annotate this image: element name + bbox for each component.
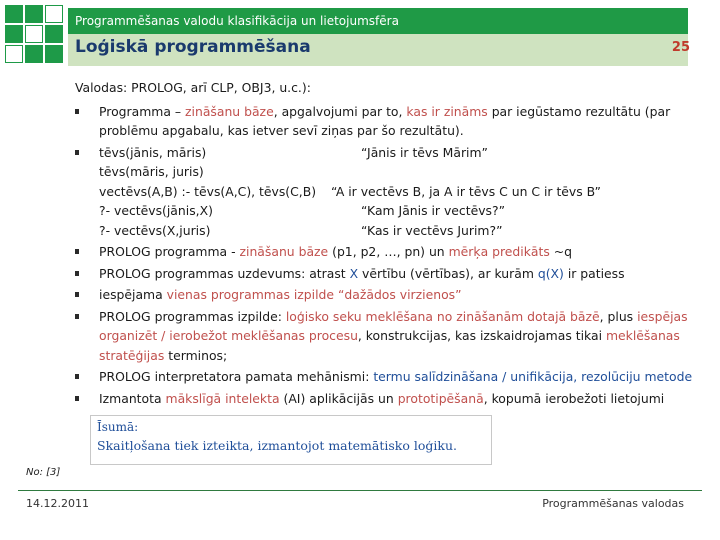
intro-text: Valodas: PROLOG, arī CLP, OBJ3, u.c.): <box>75 80 311 95</box>
bullet-execution: PROLOG programmas izpilde: loģisko seku meklēšana no zināšanām dotajā bāzē, plus iespējas organizēt / ierobežot meklēšanas procesu, konstrukcijas, kas izskaidrojamas tikai meklēšanas stratēģijas terminos; <box>75 307 695 366</box>
code-comment: “Jānis ir tēvs Mārim” <box>361 144 488 160</box>
code-example <box>99 143 695 241</box>
bullet-directions: iespējama vienas programmas izpilde “dažādos virzienos” <box>75 285 695 305</box>
code-line: ?- vectēvs(jānis,X) <box>99 203 213 218</box>
source-reference: No: [3] <box>26 467 61 478</box>
summary-text: Skaitļošana tiek izteikta, izmantojot matemātisko loģiku. <box>97 438 457 453</box>
bullet-code-example <box>75 143 695 241</box>
code-line: vectēvs(A,B) :- tēvs(A,C), tēvs(C,B) <box>99 183 317 199</box>
code-comment: “A ir vectēvs B, ja A ir tēvs C un C ir tēvs B” <box>331 183 601 199</box>
code-line: tēvs(jānis, māris) <box>99 144 207 160</box>
code-line: ?- vectēvs(X,juris) <box>99 222 211 238</box>
code-comment: “Kas ir vectēvs Jurim?” <box>361 222 503 238</box>
bullet-prolog-program: PROLOG programma - zināšanu bāze (p1, p2, …, pn) un mērķa predikāts ~q <box>75 242 695 262</box>
slide-number: 25 <box>671 40 690 55</box>
bullet-prolog-task: PROLOG programmas uzdevums: atrast X vērtību (vērtības), ar kurām q(X) ir patiess <box>75 264 695 284</box>
summary-label: Īsumā: <box>97 420 139 434</box>
footer-course: Programmēšanas valodas <box>542 497 684 510</box>
slide-subtitle: Programmēšanas valodu klasifikācija un lietojumsfēra <box>75 14 399 28</box>
logo-grid <box>5 5 63 63</box>
code-comment: “Kam Jānis ir vectēvs?” <box>361 203 505 218</box>
bullet-interpreter: PROLOG interpretatora pamata mehānismi: termu salīdzināšana / unifikācija, rezolūciju metode <box>75 367 695 387</box>
footer-divider <box>18 490 702 491</box>
code-comment <box>331 162 695 182</box>
summary-box <box>90 415 492 465</box>
slide-title: Loģiskā programmēšana <box>75 37 311 57</box>
footer-date: 14.12.2011 <box>26 497 89 510</box>
bullet-ai: Izmantota mākslīgā intelekta (AI) aplikācijās un prototipēšanā, kopumā ierobežoti lietojumi <box>75 389 695 409</box>
bullet-knowledge-base: Programma – zināšanu bāze, apgalvojumi par to, kas ir zināms par iegūstamo rezultātu (par problēmu apgabalu, kas ietver sevī ziņas par šo rezultātu). <box>75 102 695 141</box>
code-line: tēvs(māris, juris) <box>99 164 204 179</box>
slide-content <box>75 78 695 408</box>
